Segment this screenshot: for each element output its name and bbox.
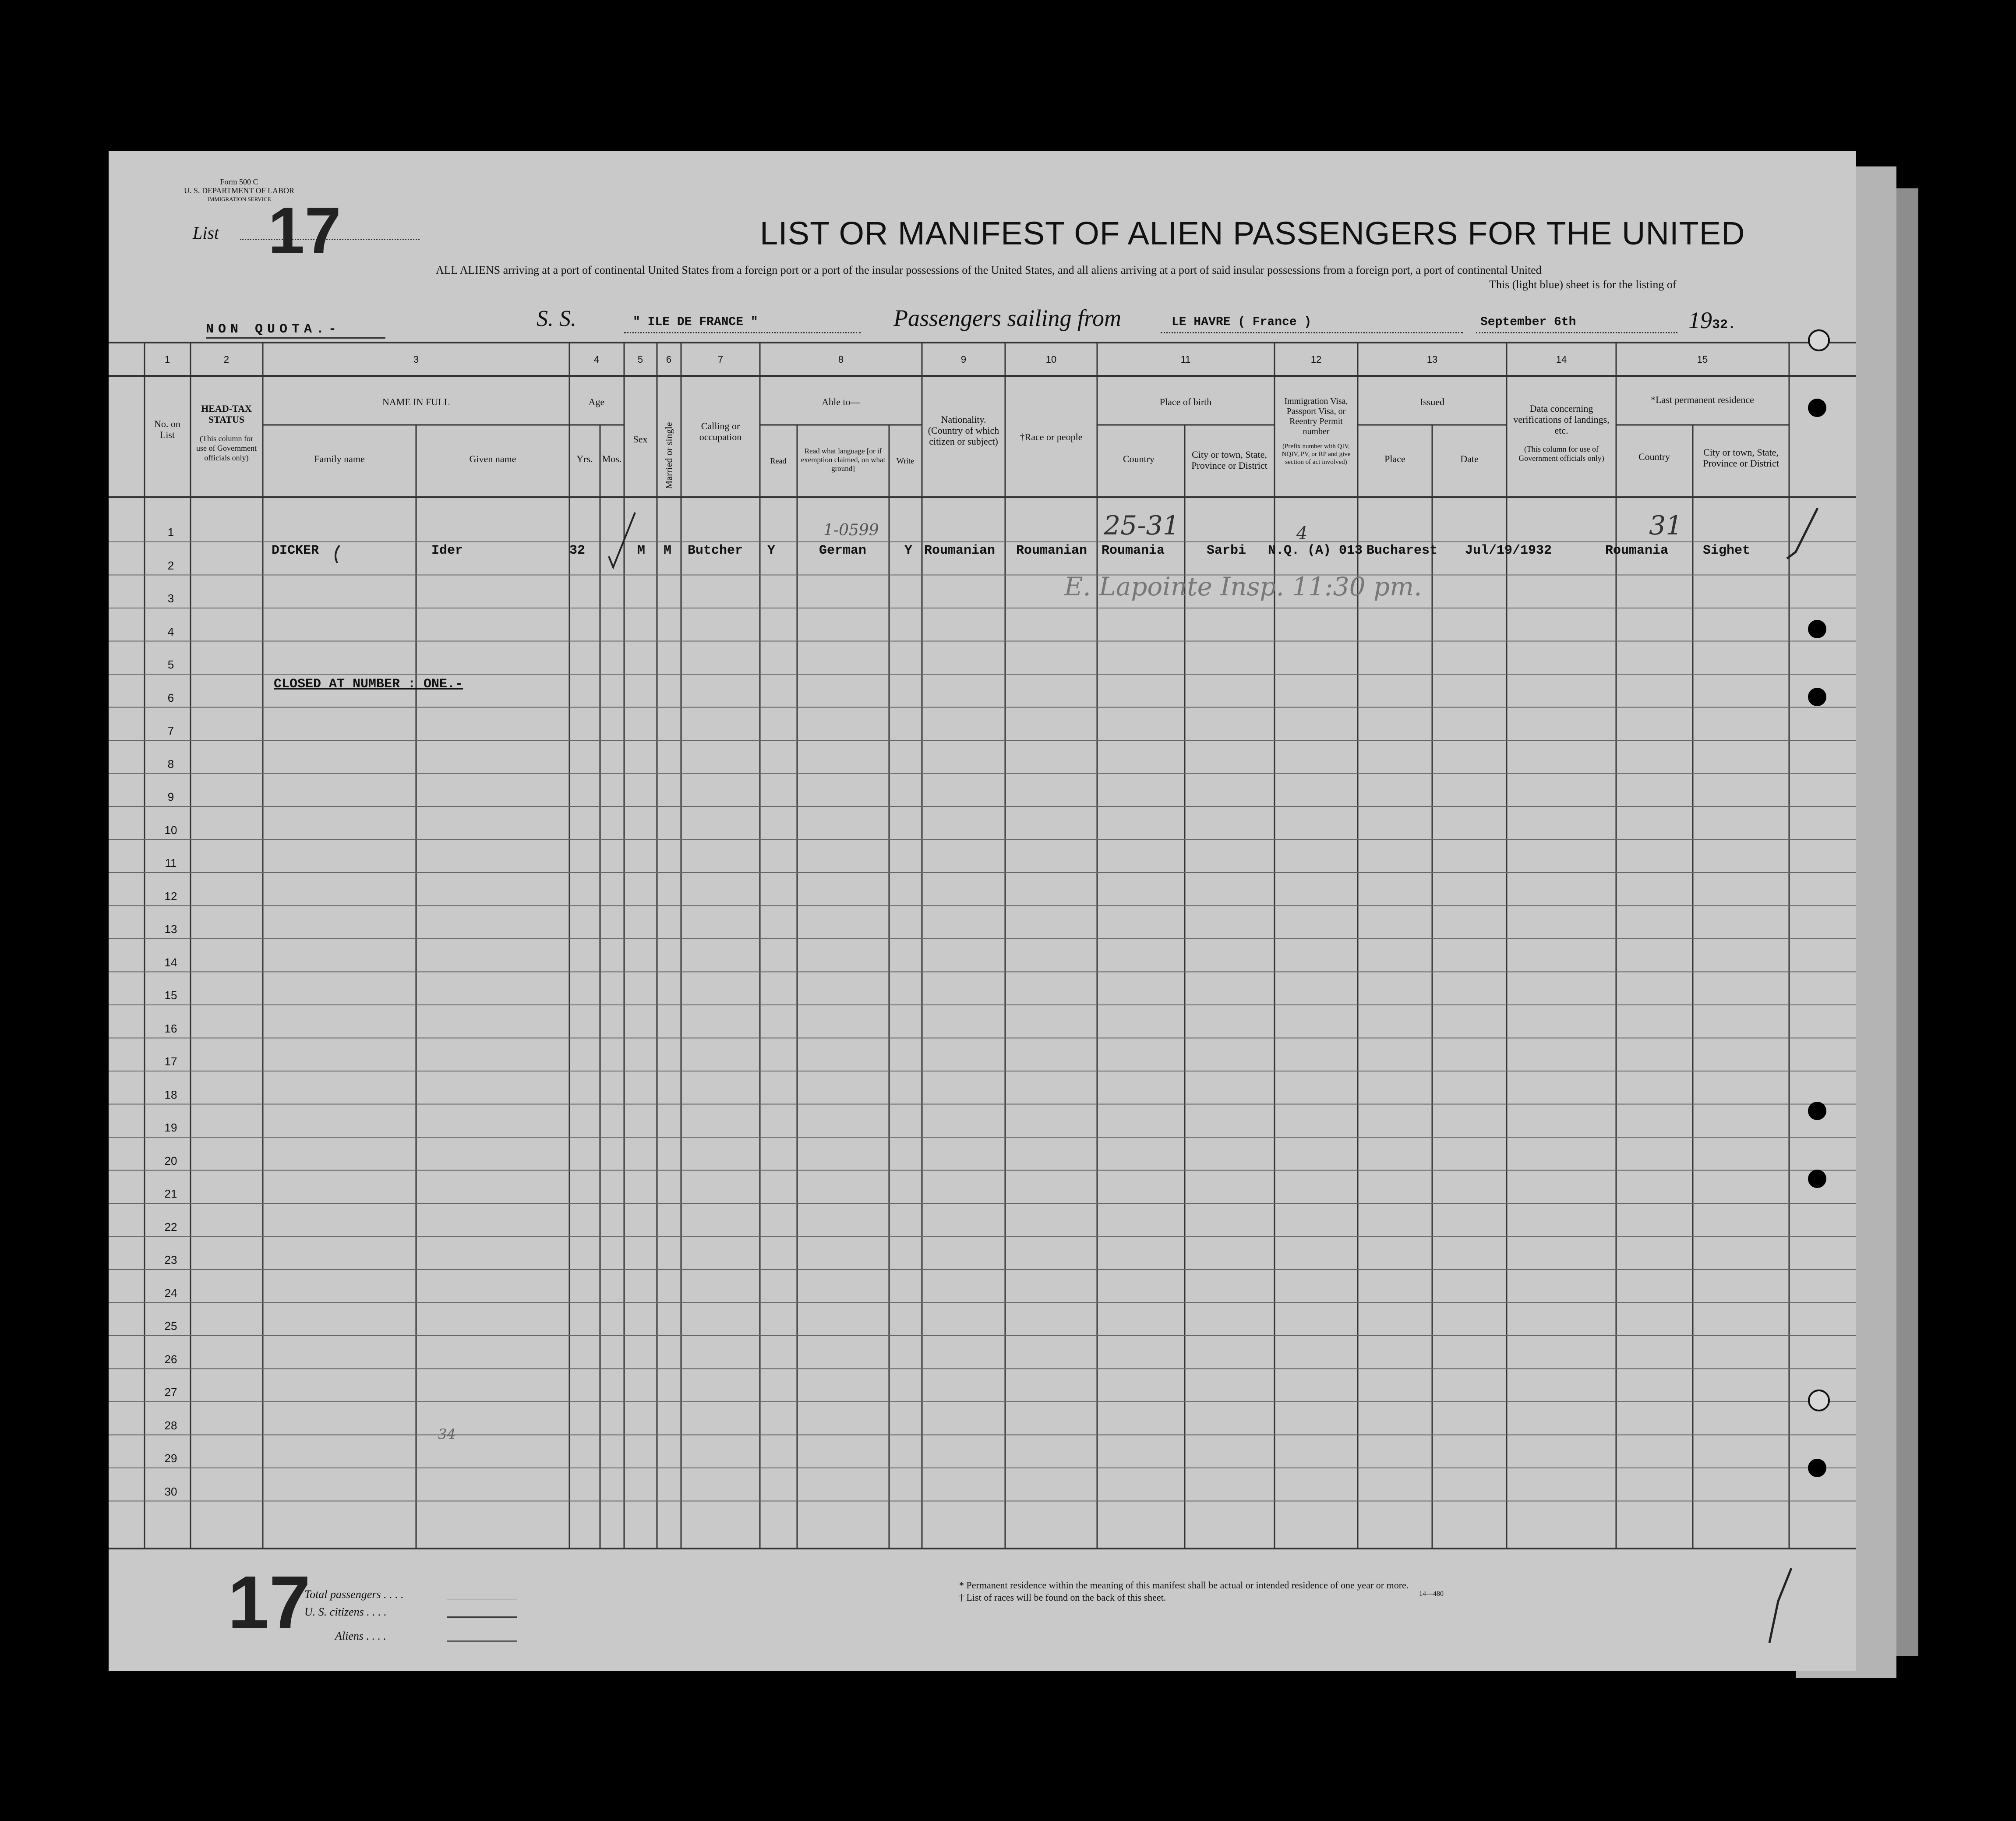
header-yrs: Yrs. [576, 453, 593, 464]
check-icon-family [335, 545, 339, 563]
footnote-residence: * Permanent residence within the meaning of this manifest shall be actual or intended residence of one year or more. [959, 1580, 1409, 1591]
sailing-date: September 6th [1480, 315, 1576, 329]
punch-hole [1808, 1459, 1826, 1477]
total-passengers-line [447, 1599, 517, 1600]
row-number: 9 [167, 790, 174, 803]
us-citizens-label: U. S. citizens . . . . [304, 1605, 387, 1618]
ss-label: S. S. [537, 306, 576, 331]
colnum-5: 5 [637, 354, 643, 365]
colnum-10: 10 [1045, 354, 1057, 365]
form-code: 14—480 [1419, 1590, 1444, 1598]
header-family-name: Family name [314, 453, 365, 464]
entry-family-name: DICKER [272, 543, 319, 558]
header-head-tax: HEAD-TAX STATUS [201, 403, 252, 425]
handwritten-residence-annotation: 31 [1649, 510, 1683, 541]
row-number: 18 [164, 1088, 177, 1101]
row-number: 3 [167, 592, 174, 605]
row-number: 21 [164, 1187, 177, 1200]
list-label: List [193, 223, 219, 243]
colnum-9: 9 [960, 354, 967, 365]
colnum-1: 1 [164, 354, 170, 365]
row-number: 8 [167, 757, 174, 771]
punch-hole [1808, 688, 1826, 706]
header-race: †Race or people [1020, 431, 1083, 442]
header-data-note: (This column for use of Government officials only) [1518, 445, 1604, 463]
entry-issued-place: Bucharest [1366, 543, 1438, 558]
aliens-label: Aliens . . . . [335, 1630, 386, 1642]
entry-nationality: Roumanian [924, 543, 996, 558]
handwritten-language-annotation: 1-0599 [823, 521, 879, 539]
colnum-6: 6 [666, 354, 672, 365]
header-head-tax-note: (This column for use of Government officials only) [196, 434, 257, 462]
punch-hole-ring [1808, 329, 1830, 351]
colnum-15: 15 [1697, 354, 1708, 365]
closed-note: CLOSED AT NUMBER : ONE.- [274, 677, 463, 692]
colnum-2: 2 [223, 354, 229, 365]
page-title: LIST OR MANIFEST OF ALIEN PASSENGERS FOR THE UNITED [760, 215, 1745, 251]
header-age: Age [588, 396, 605, 407]
handwritten-birth-annotation: 25-31 [1104, 510, 1179, 541]
footnotes [959, 1579, 1409, 1604]
header-mos: Mos. [602, 453, 622, 464]
colnum-7: 7 [717, 354, 724, 365]
department-name: U. S. DEPARTMENT OF LABOR [184, 186, 294, 195]
row-number: 14 [164, 955, 177, 969]
entry-res-country: Roumania [1605, 543, 1669, 558]
row-number: 2 [167, 559, 174, 572]
row-number: 13 [164, 923, 177, 936]
row-number: 7 [167, 724, 174, 737]
service-name: IMMIGRATION SERVICE [207, 196, 271, 202]
intro-text-2: This (light blue) sheet is for the listing of [1489, 278, 1677, 291]
colnum-12: 12 [1310, 354, 1322, 365]
row-number: 25 [164, 1319, 177, 1333]
header-sex: Sex [633, 434, 648, 445]
row-number: 4 [167, 625, 174, 638]
row-number: 28 [164, 1418, 177, 1432]
punch-hole-ring [1808, 1390, 1830, 1411]
year-suffix: 32. [1712, 318, 1736, 332]
header-res-city: City or town, State, Province or District [1703, 447, 1779, 469]
header-no-on-list: No. on List [154, 418, 180, 440]
inspector-note: E. Lapointe Insp. 11:30 pm. [1064, 572, 1422, 601]
punch-hole [1808, 399, 1826, 417]
header-visa-note: (Prefix number with QIV, NQIV, PV, or RP and give section of act involved) [1282, 443, 1351, 466]
total-number: 17 [228, 1561, 311, 1644]
aliens-line [447, 1641, 517, 1642]
header-nationality: Nationality. (Country of which citizen or subject) [928, 414, 999, 447]
header-place-of-birth: Place of birth [1159, 396, 1212, 407]
header-visa: Immigration Visa, Passport Visa, or Reentry Permit number [1284, 396, 1348, 436]
row-number: 22 [164, 1220, 177, 1234]
header-calling: Calling or occupation [699, 421, 742, 442]
header-name-in-full: NAME IN FULL [382, 396, 450, 407]
entry-issued-date: Jul/19/1932 [1465, 543, 1552, 558]
entry-given-name: Ider [431, 543, 463, 558]
year-prefix: 19 [1688, 307, 1712, 333]
entry-married: M [664, 543, 672, 558]
row-number: 24 [164, 1286, 177, 1300]
check-icon-bottom [1769, 1568, 1791, 1643]
row-number: 23 [164, 1253, 177, 1266]
intro-text: ALL ALIENS arriving at a port of continental United States from a foreign port or a port of the insular possessions of the United States, and all aliens arriving at a port of said insular possessions from a foreign port, a port of continental United [436, 264, 1542, 276]
colnum-14: 14 [1556, 354, 1567, 365]
entry-write: Y [904, 543, 913, 558]
colnum-3: 3 [413, 354, 419, 365]
row-number: 15 [164, 989, 177, 1002]
check-icon-margin [1787, 508, 1818, 559]
row-number: 10 [164, 823, 177, 837]
total-passengers-label: Total passengers . . . . [304, 1588, 404, 1601]
entry-read: Y [767, 543, 776, 558]
entry-occupation: Butcher [688, 543, 743, 558]
sailing-label: Passengers sailing from [893, 305, 1122, 331]
header-able-to: Able to— [822, 396, 860, 407]
header-data-concerning: Data concerning verifications of landings, etc. [1513, 403, 1610, 436]
ship-name: " ILE DE FRANCE " [633, 315, 758, 329]
header-read-language: Read what language [or if exemption claimed, on what ground] [801, 447, 886, 473]
row-number: 11 [165, 856, 177, 870]
row-number: 30 [164, 1485, 177, 1498]
punch-hole [1808, 1170, 1826, 1188]
entry-sex: M [637, 543, 646, 558]
check-icon-age [609, 513, 635, 567]
header-married: Married or single [663, 422, 674, 489]
handwritten-visa-annotation: 4 [1296, 523, 1308, 544]
header-issued: Issued [1419, 396, 1445, 407]
row-number: 12 [164, 889, 177, 903]
entry-visa: N.Q. (A) 013 [1268, 543, 1363, 558]
footnote-races: † List of races will be found on the back of this sheet. [959, 1592, 1166, 1603]
list-number: 17 [268, 194, 341, 267]
entry-race: Roumanian [1016, 543, 1087, 558]
row-number: 27 [164, 1386, 177, 1399]
row-number: 1 [167, 526, 174, 539]
header-last-residence: *Last permanent residence [1651, 394, 1754, 405]
entry-res-city: Sighet [1703, 543, 1751, 558]
row-number: 20 [164, 1154, 177, 1167]
entry-birth-country: Roumania [1102, 543, 1165, 558]
row-number: 19 [164, 1121, 177, 1134]
header-read: Read [770, 456, 787, 465]
header-write: Write [896, 456, 914, 465]
entry-language: German [819, 543, 867, 558]
us-citizens-line [447, 1616, 517, 1618]
entry-age: 32 [569, 543, 586, 558]
colnum-8: 8 [838, 354, 844, 365]
row-number: 6 [167, 691, 174, 704]
header-res-country: Country [1638, 451, 1670, 462]
entry-birth-city: Sarbi [1207, 543, 1246, 558]
punch-hole [1808, 1102, 1826, 1120]
header-birth-country: Country [1123, 453, 1155, 464]
header-issued-date: Date [1460, 453, 1479, 464]
row-number: 26 [164, 1352, 177, 1366]
row-number: 17 [164, 1055, 177, 1068]
quota-type: NON QUOTA.- [206, 322, 341, 337]
header-issued-place: Place [1384, 453, 1405, 464]
header-given-name: Given name [469, 453, 516, 464]
row-number: 5 [167, 658, 174, 671]
form-number: Form 500 C [220, 177, 258, 186]
colnum-11: 11 [1180, 354, 1191, 365]
margin-note: 34 [438, 1426, 456, 1443]
header-birth-city: City or town, State, Province or District [1191, 449, 1268, 471]
punch-hole [1808, 620, 1826, 638]
row-number: 16 [164, 1022, 177, 1035]
departure-port: LE HAVRE ( France ) [1172, 315, 1312, 329]
row-number: 29 [164, 1452, 177, 1465]
colnum-13: 13 [1426, 354, 1438, 365]
colnum-4: 4 [593, 354, 600, 365]
